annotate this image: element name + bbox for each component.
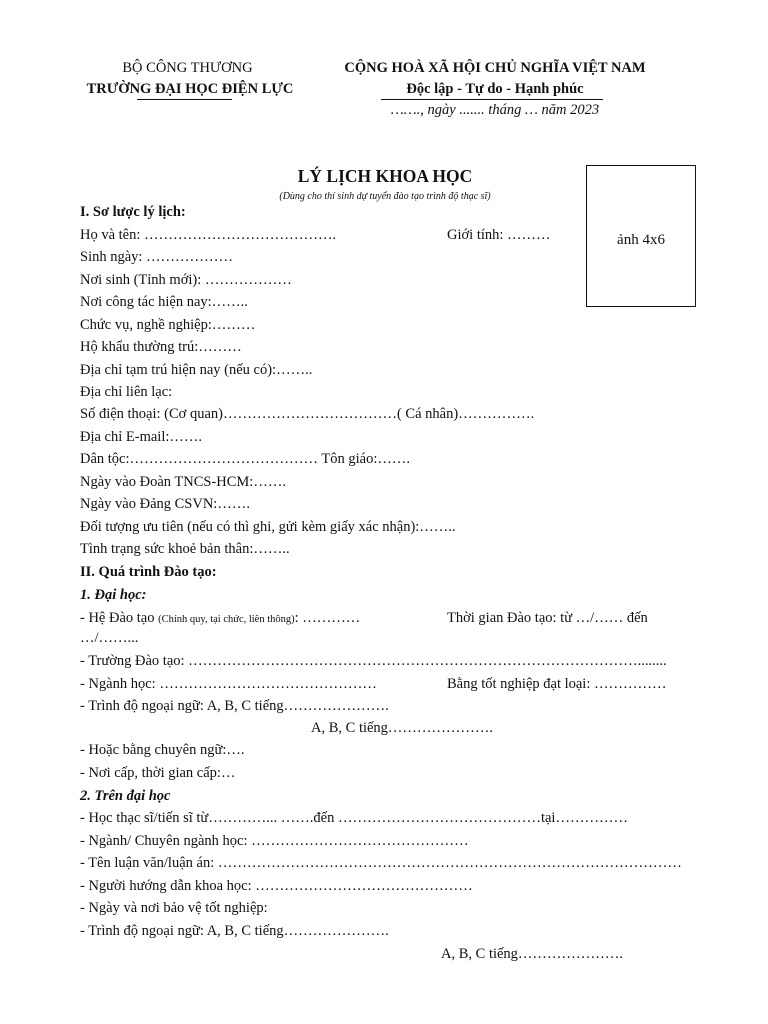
postgrad-heading: 2. Trên đại học [80, 788, 171, 804]
field-language-certificate: - Hoặc bằng chuyên ngữ:…. [80, 742, 245, 758]
field-full-name: Họ và tên: …………………………………. [80, 227, 337, 243]
field-training-time-cont: …/……... [80, 630, 139, 646]
section2-heading: II. Quá trình Đào tạo: [80, 564, 217, 580]
field-postgrad-period: - Học thạc sĩ/tiến sĩ từ…………... …….đến ……………………………………tại…………… [80, 810, 628, 826]
training-system-value: : ………… [294, 610, 361, 626]
ministry-name: BỘ CÔNG THƯƠNG [122, 60, 253, 76]
field-major: - Ngành học: ……………………………………… [80, 676, 377, 692]
country-name: CỘNG HOÀ XÃ HỘI CHỦ NGHĨA VIỆT NAM [344, 60, 646, 76]
field-issue-info: - Nơi cấp, thời gian cấp:… [80, 765, 236, 781]
field-gender: Giới tính: ……… [447, 227, 551, 243]
field-school: - Trường Đào tạo: …………………………………………………………………………………........ [80, 653, 667, 669]
field-contact-address: Địa chỉ liên lạc: [80, 384, 173, 400]
field-party-date: Ngày vào Đảng CSVN:……. [80, 496, 250, 512]
field-language-level-2: A, B, C tiếng…………………. [311, 720, 494, 736]
field-postgrad-language-2: A, B, C tiếng…………………. [441, 946, 624, 962]
section1-heading: I. Sơ lược lý lịch: [80, 204, 186, 220]
training-system-note: (Chính quy, tại chức, liên thông) [158, 614, 295, 625]
field-ethnicity-religion: Dân tộc:………………………………… Tôn giáo:……. [80, 451, 410, 467]
field-language-level: - Trình độ ngoại ngữ: A, B, C tiếng…………………. [80, 698, 389, 714]
field-phone: Số điện thoại: (Cơ quan)………………………………( Cá nhân)……………. [80, 406, 535, 422]
photo-label: ảnh 4x6 [617, 232, 665, 248]
motto-underline [381, 99, 603, 100]
document-subtitle: (Dùng cho thí sinh dự tuyển đào tạo trình độ thạc sĩ) [279, 191, 491, 202]
undergrad-heading: 1. Đại học: [80, 587, 147, 603]
training-system-label: - Hệ Đào tạo [80, 610, 155, 626]
field-training-system [80, 609, 360, 629]
date-line: ……., ngày ....... tháng … năm 2023 [390, 102, 600, 118]
document-title: LÝ LỊCH KHOA HỌC [297, 166, 473, 186]
national-motto: Độc lập - Tự do - Hạnh phúc [406, 81, 584, 97]
university-name: TRƯỜNG ĐẠI HỌC ĐIỆN LỰC [86, 81, 294, 97]
field-health: Tình trạng sức khoẻ bản thân:…….. [80, 541, 290, 557]
field-training-time: Thời gian Đào tạo: từ …/…… đến [447, 610, 648, 626]
field-birthplace: Nơi sinh (Tỉnh mới): ……………… [80, 272, 292, 288]
field-thesis-title: - Tên luận văn/luận án: …………………………………………………………………………………… [80, 855, 682, 871]
field-position: Chức vụ, nghề nghiệp:……… [80, 317, 256, 333]
photo-box [586, 165, 696, 307]
field-postgrad-major: - Ngành/ Chuyên ngành học: ……………………………………… [80, 833, 469, 849]
field-email: Địa chỉ E-mail:……. [80, 429, 203, 445]
field-temporary-address: Địa chỉ tạm trú hiện nay (nếu có):…….. [80, 362, 313, 378]
field-defense: - Ngày và nơi bảo vệ tốt nghiệp: [80, 900, 268, 916]
field-workplace: Nơi công tác hiện nay:…….. [80, 294, 248, 310]
university-underline [137, 99, 232, 100]
field-residence: Hộ khẩu thường trú:……… [80, 339, 242, 355]
field-degree-class: Bằng tốt nghiệp đạt loại: …………… [447, 676, 667, 692]
field-youth-union-date: Ngày vào Đoàn TNCS-HCM:……. [80, 474, 286, 490]
field-date-of-birth: Sinh ngày: ……………… [80, 249, 234, 265]
field-postgrad-language: - Trình độ ngoại ngữ: A, B, C tiếng…………………. [80, 923, 389, 939]
field-supervisor: - Người hướng dẫn khoa học: ……………………………………… [80, 878, 473, 894]
field-priority: Đối tượng ưu tiên (nếu có thì ghi, gửi kèm giấy xác nhận):…….. [80, 519, 456, 535]
